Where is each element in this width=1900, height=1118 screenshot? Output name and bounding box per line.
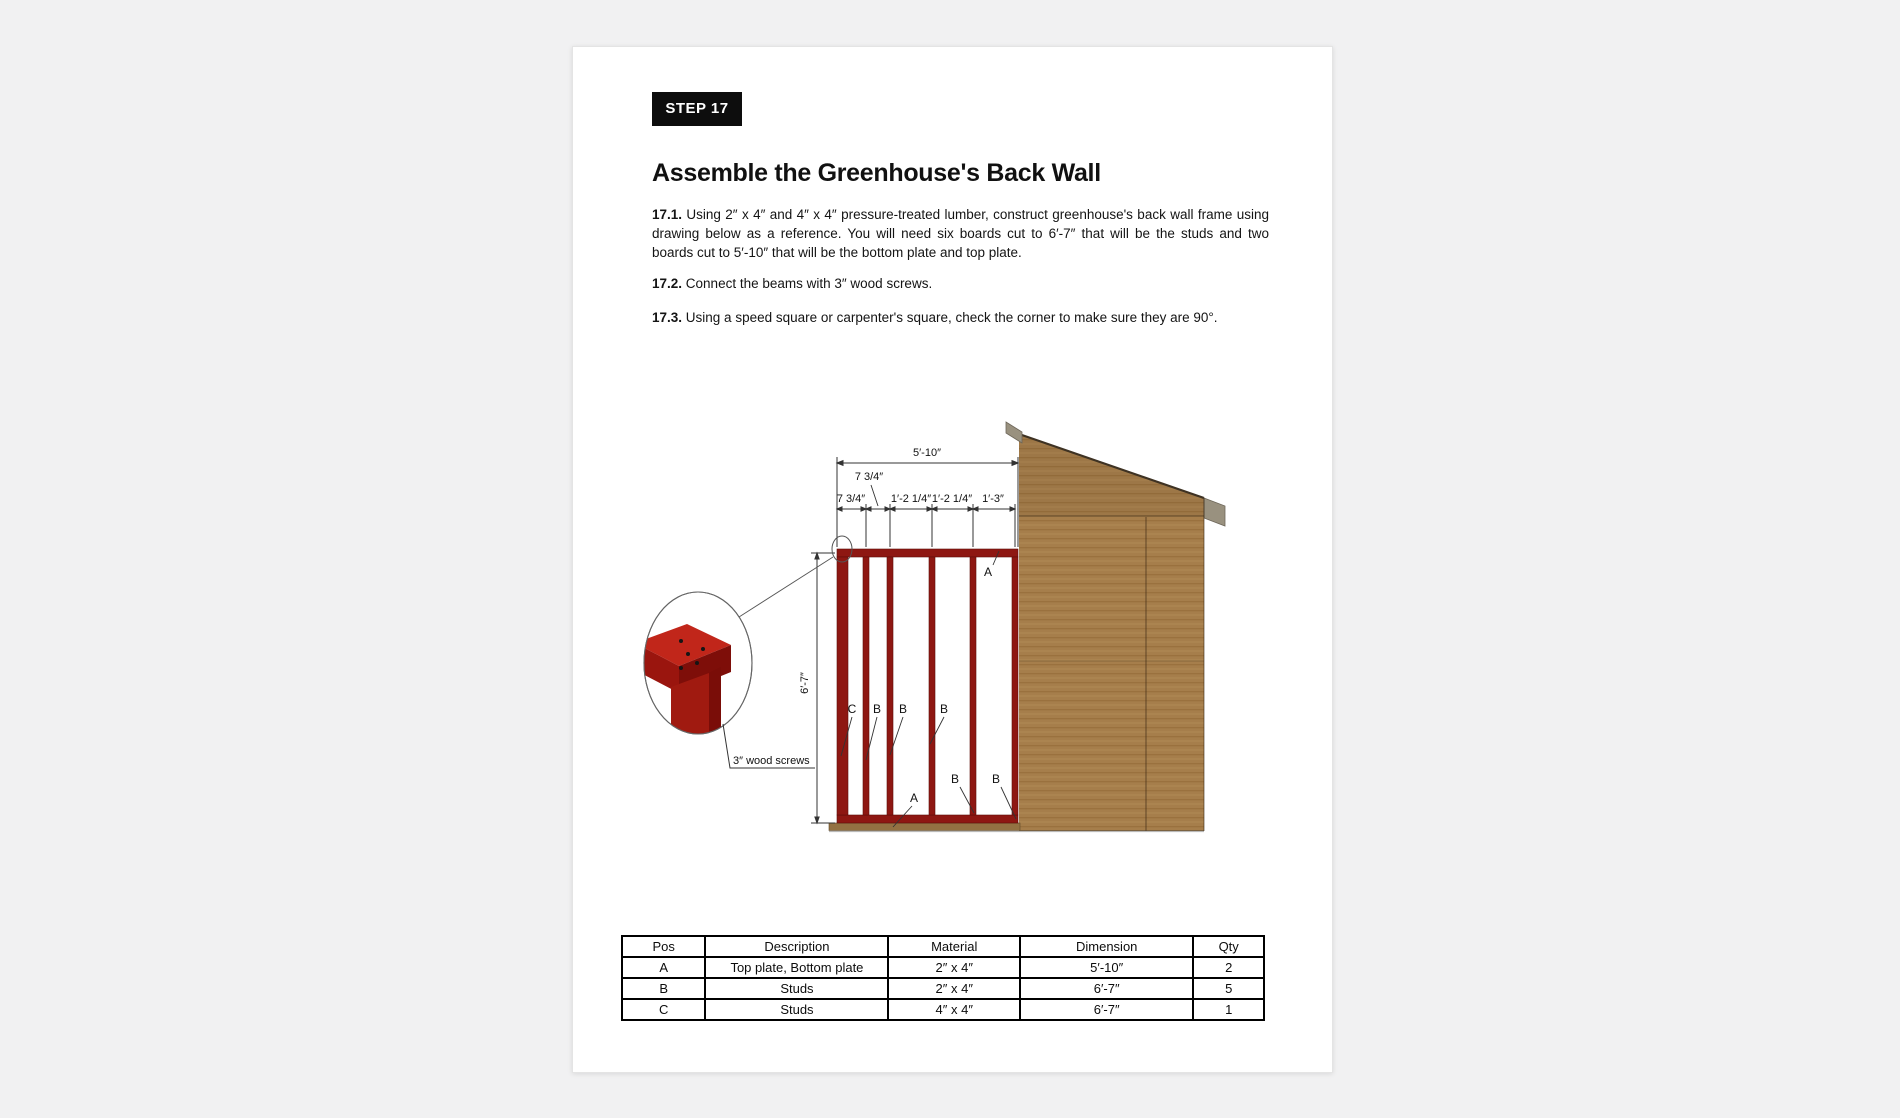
instruction-text: Connect the beams with 3″ wood screws. bbox=[685, 276, 933, 291]
roof-peak-trim bbox=[1006, 422, 1022, 443]
cell-description: Studs bbox=[705, 978, 888, 999]
top-plate bbox=[837, 549, 1018, 557]
part-label-b4: B bbox=[950, 772, 960, 786]
page-title: Assemble the Greenhouse's Back Wall bbox=[652, 159, 1101, 187]
col-header-qty: Qty bbox=[1193, 936, 1264, 957]
cell-pos: C bbox=[622, 999, 705, 1020]
stud-b2 bbox=[887, 557, 893, 815]
dimension-label-spacing-1: 7 3/4″ bbox=[836, 493, 866, 505]
cell-pos: B bbox=[622, 978, 705, 999]
instruction-17-1 bbox=[652, 205, 1269, 262]
dimension-label-spacing-3: 1′-2 1/4″ bbox=[931, 493, 973, 505]
cell-material: 4″ x 4″ bbox=[888, 999, 1020, 1020]
dimension-label-spacing-4: 1′-3″ bbox=[982, 493, 1004, 505]
frame-sill bbox=[829, 823, 1020, 831]
cell-description: Studs bbox=[705, 999, 888, 1020]
shed-illustration bbox=[1006, 422, 1225, 831]
bottom-plate bbox=[837, 815, 1018, 823]
cell-dimension: 6′-7″ bbox=[1020, 978, 1193, 999]
stud-right bbox=[1012, 557, 1018, 815]
cell-qty: 5 bbox=[1193, 978, 1264, 999]
dimension-label-callout: 7 3/4″ bbox=[854, 471, 884, 483]
cell-dimension: 6′-7″ bbox=[1020, 999, 1193, 1020]
instruction-text: Using 2″ x 4″ and 4″ x 4″ pressure-treated lumber, construct greenhouse's back wall frame using drawing below as a reference. You will need six boards cut to 6′-7″ that will be the studs and two boards cut to 5′-10″ that will be the bottom plate and top plate. bbox=[652, 207, 1269, 260]
cell-material: 2″ x 4″ bbox=[888, 978, 1020, 999]
col-header-pos: Pos bbox=[622, 936, 705, 957]
manual-page bbox=[572, 46, 1333, 1073]
col-header-dimension: Dimension bbox=[1020, 936, 1193, 957]
instruction-text: Using a speed square or carpenter's square, check the corner to make sure they are 90°. bbox=[685, 310, 1218, 325]
step-badge: STEP 17 bbox=[652, 92, 742, 126]
shed-wall bbox=[1019, 516, 1204, 831]
back-wall-frame-diagram bbox=[631, 421, 1251, 851]
detail-note-label: 3″ wood screws bbox=[733, 755, 810, 767]
cell-description: Top plate, Bottom plate bbox=[705, 957, 888, 978]
dimension-label-total-width: 5′-10″ bbox=[913, 447, 941, 459]
parts-table bbox=[621, 935, 1265, 1021]
part-label-b5: B bbox=[991, 772, 1001, 786]
dimension-label-spacing-2: 1′-2 1/4″ bbox=[890, 493, 932, 505]
part-label-b2: B bbox=[898, 702, 908, 716]
table-row bbox=[622, 957, 1264, 978]
col-header-description: Description bbox=[705, 936, 888, 957]
roof-eave-trim bbox=[1204, 498, 1225, 526]
table-row bbox=[622, 999, 1264, 1020]
instruction-17-2 bbox=[652, 274, 1269, 293]
part-label-c: C bbox=[847, 702, 857, 716]
table-header-row bbox=[622, 936, 1264, 957]
part-label-a-bottom: A bbox=[909, 791, 919, 805]
instruction-number: 17.2. bbox=[652, 276, 683, 291]
cell-qty: 1 bbox=[1193, 999, 1264, 1020]
back-wall-frame bbox=[829, 549, 1020, 831]
instruction-number: 17.3. bbox=[652, 310, 683, 325]
table-row bbox=[622, 978, 1264, 999]
dimension-label-height: 6′-7″ bbox=[799, 672, 811, 694]
stud-b3 bbox=[929, 557, 935, 815]
cell-material: 2″ x 4″ bbox=[888, 957, 1020, 978]
instruction-17-3 bbox=[652, 308, 1269, 327]
instruction-number: 17.1. bbox=[652, 207, 683, 222]
part-label-b3: B bbox=[939, 702, 949, 716]
cell-qty: 2 bbox=[1193, 957, 1264, 978]
part-label-b1: B bbox=[872, 702, 882, 716]
part-label-a-top: A bbox=[983, 565, 993, 579]
col-header-material: Material bbox=[888, 936, 1020, 957]
corner-stud-c bbox=[837, 557, 848, 815]
cell-dimension: 5′-10″ bbox=[1020, 957, 1193, 978]
stud-b4 bbox=[970, 557, 976, 815]
stud-b1 bbox=[863, 557, 869, 815]
cell-pos: A bbox=[622, 957, 705, 978]
corner-detail-callout bbox=[635, 536, 852, 768]
